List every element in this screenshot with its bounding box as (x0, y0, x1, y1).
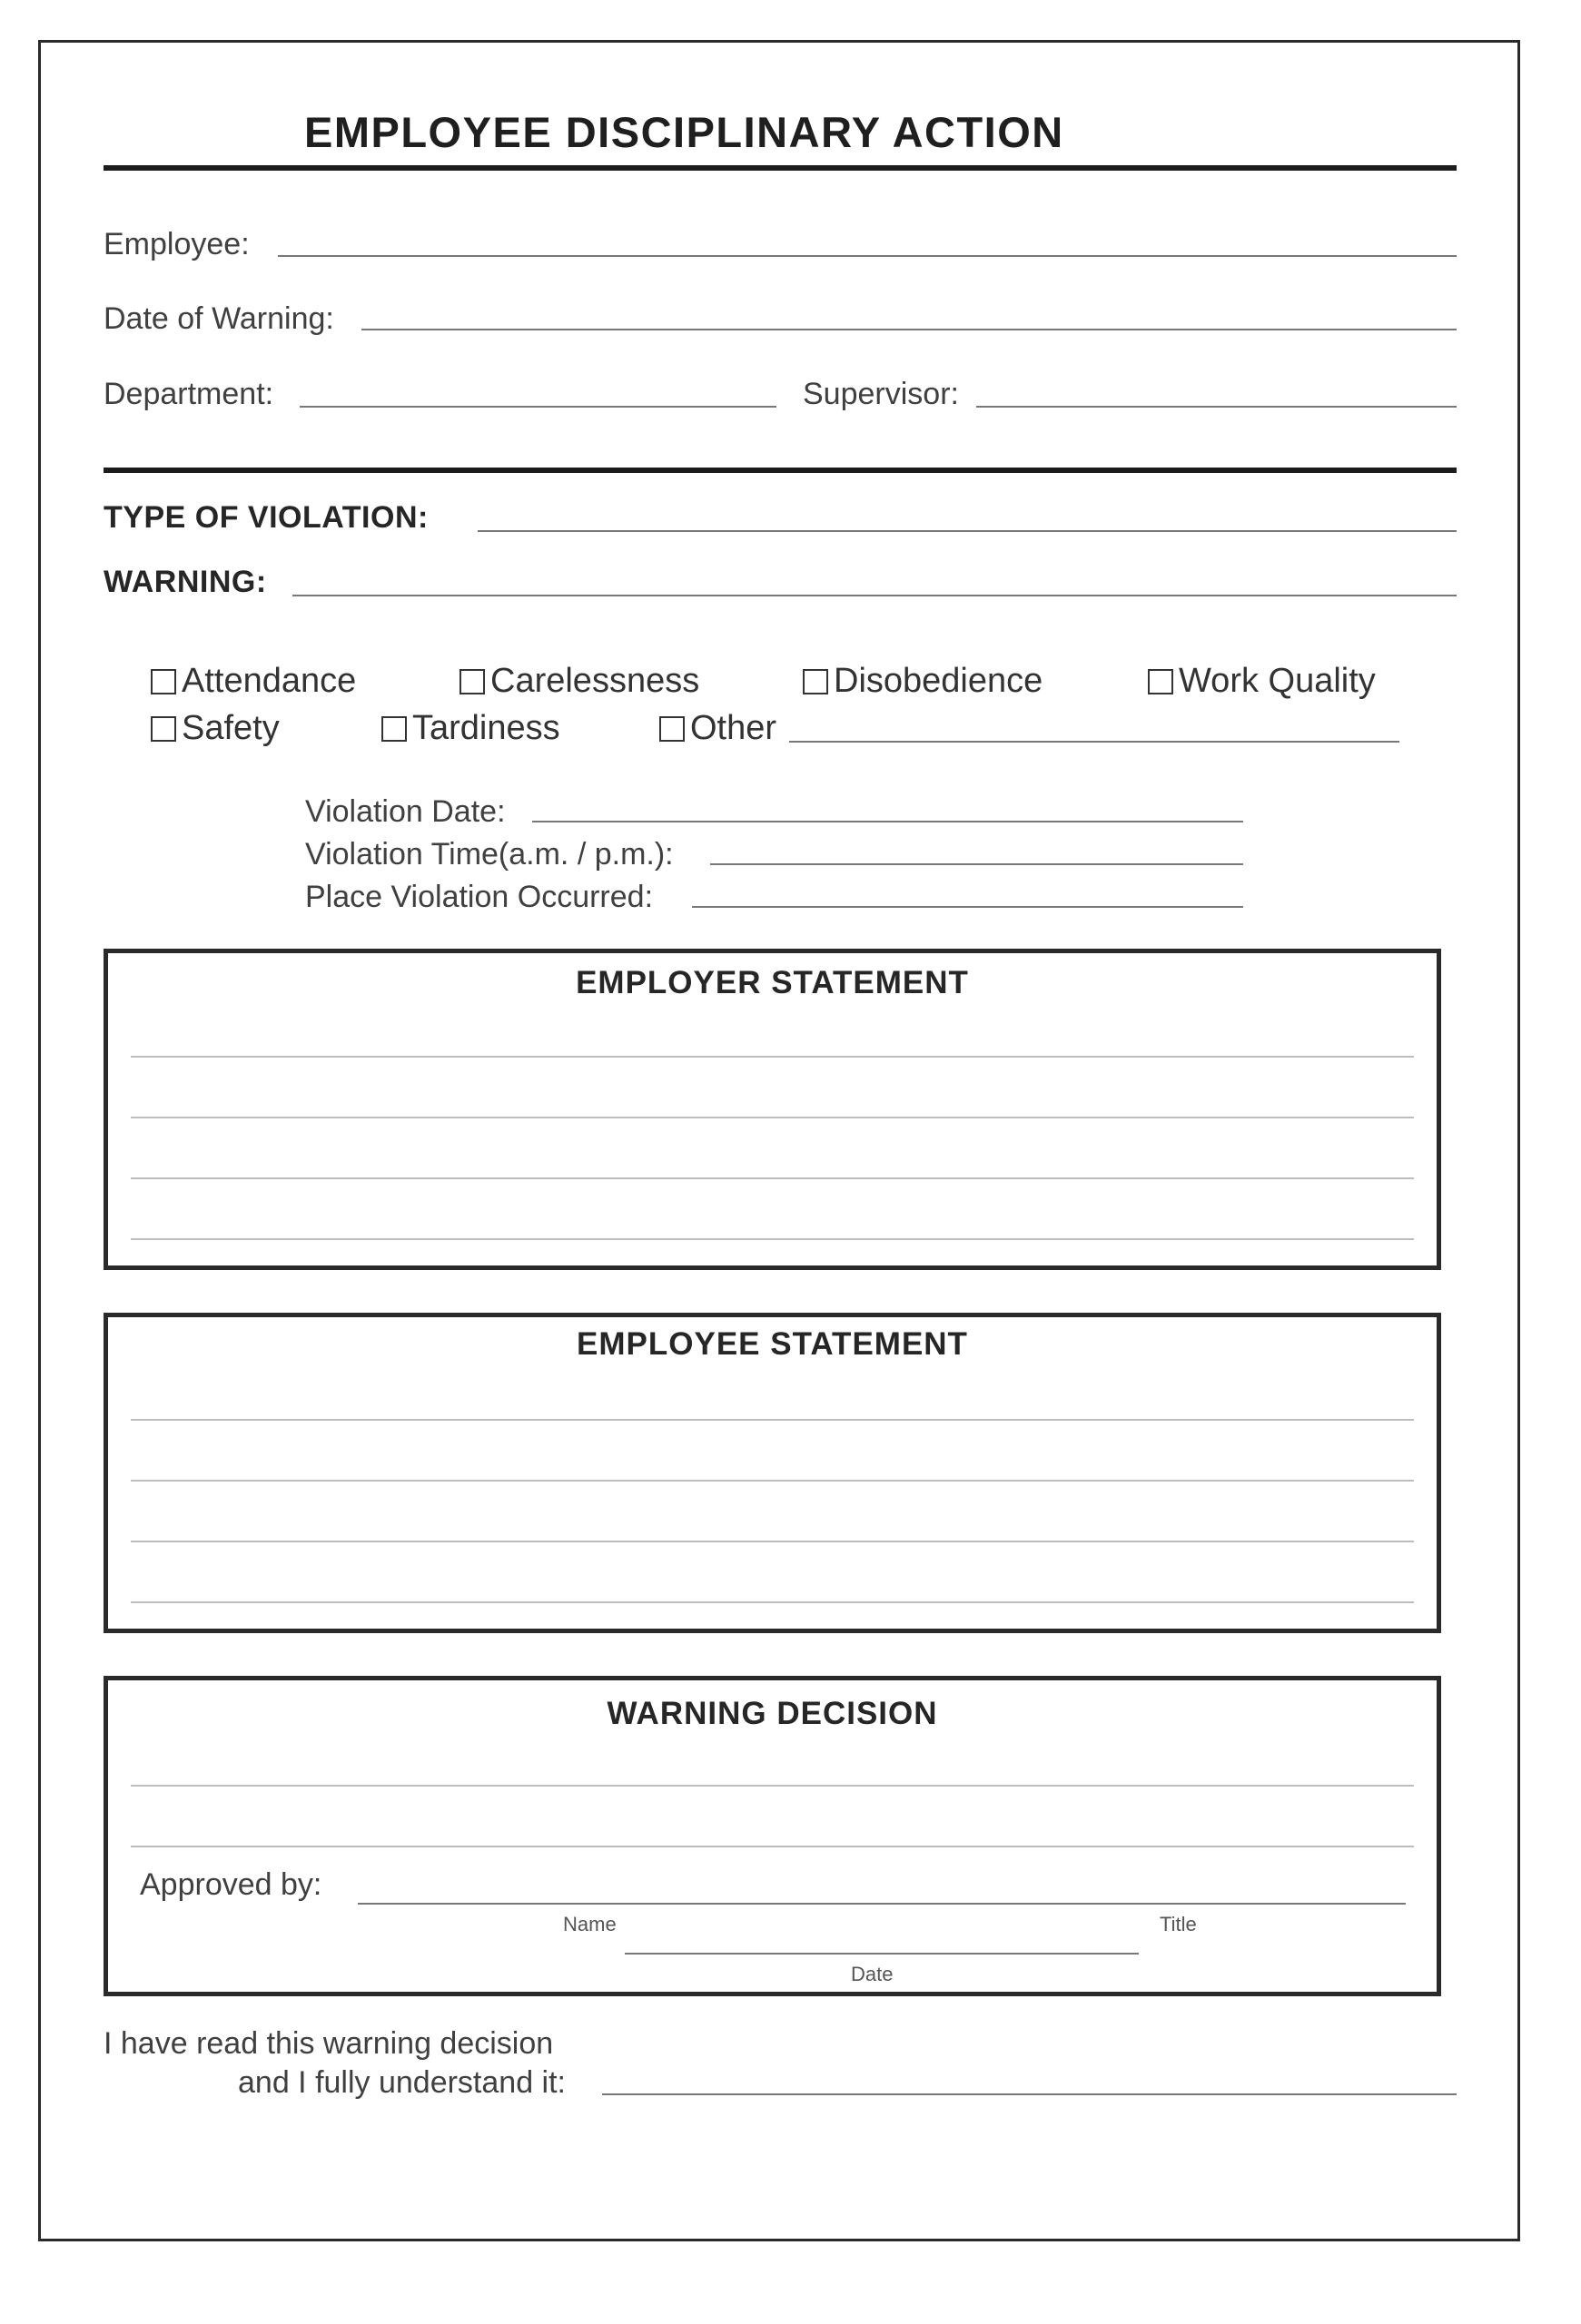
violation-time-field[interactable] (710, 863, 1243, 865)
checkbox-other[interactable] (659, 709, 776, 748)
checkbox-square-icon[interactable] (1148, 669, 1173, 694)
employer-statement-line[interactable] (131, 1238, 1414, 1240)
form-title: EMPLOYEE DISCIPLINARY ACTION (304, 108, 1064, 156)
approved-by-name-title-field[interactable] (358, 1903, 1406, 1905)
supervisor-label: Supervisor: (803, 377, 959, 411)
type-of-violation-field[interactable] (478, 530, 1457, 532)
department-field[interactable] (300, 406, 776, 408)
title-divider (104, 165, 1457, 171)
date-caption: Date (851, 1963, 894, 1985)
checkbox-work-quality[interactable] (1148, 662, 1376, 701)
place-violation-label: Place Violation Occurred: (305, 880, 654, 914)
other-field[interactable] (789, 741, 1399, 743)
date-of-warning-field[interactable] (361, 329, 1457, 330)
checkbox-label: Tardiness (412, 709, 560, 747)
checkbox-label: Attendance (182, 662, 357, 700)
employer-statement-title: EMPLOYER STATEMENT (576, 965, 969, 1000)
supervisor-field[interactable] (976, 406, 1457, 408)
employer-statement-line[interactable] (131, 1117, 1414, 1118)
checkbox-disobedience[interactable] (803, 662, 1042, 701)
employee-statement-line[interactable] (131, 1480, 1414, 1482)
warning-decision-line[interactable] (131, 1785, 1414, 1787)
checkbox-safety[interactable] (151, 709, 280, 748)
employee-statement-line[interactable] (131, 1601, 1414, 1603)
title-caption: Title (1160, 1913, 1197, 1935)
checkbox-square-icon[interactable] (659, 716, 685, 742)
checkbox-attendance[interactable] (151, 662, 356, 701)
type-of-violation-label: TYPE OF VIOLATION: (104, 500, 429, 535)
section-divider (104, 468, 1457, 473)
checkbox-label: Disobedience (834, 662, 1043, 700)
checkbox-label: Carelessness (490, 662, 700, 700)
employee-label: Employee: (104, 227, 250, 261)
checkbox-square-icon[interactable] (381, 716, 407, 742)
checkbox-carelessness[interactable] (459, 662, 699, 701)
warning-decision-line[interactable] (131, 1846, 1414, 1847)
date-of-warning-label: Date of Warning: (104, 301, 334, 336)
approved-by-label: Approved by: (140, 1867, 322, 1902)
employer-statement-line[interactable] (131, 1056, 1414, 1058)
acknowledgement-signature-field[interactable] (602, 2093, 1457, 2095)
department-label: Department: (104, 377, 274, 411)
checkbox-square-icon[interactable] (151, 669, 176, 694)
warning-label: WARNING: (104, 565, 267, 599)
checkbox-tardiness[interactable] (381, 709, 560, 748)
employee-statement-title: EMPLOYEE STATEMENT (577, 1326, 968, 1362)
place-violation-field[interactable] (692, 906, 1243, 908)
warning-field[interactable] (292, 595, 1457, 596)
checkbox-label: Other (690, 709, 777, 747)
acknowledgement-line-1: I have read this warning decision (104, 2026, 554, 2061)
employee-statement-line[interactable] (131, 1419, 1414, 1421)
checkbox-label: Safety (182, 709, 280, 747)
checkbox-square-icon[interactable] (459, 669, 485, 694)
employee-field[interactable] (278, 255, 1457, 257)
checkbox-square-icon[interactable] (151, 716, 176, 742)
approved-date-field[interactable] (625, 1953, 1139, 1955)
acknowledgement-line-2: and I fully understand it: (238, 2065, 567, 2100)
checkbox-label: Work Quality (1179, 662, 1376, 700)
warning-decision-title: WARNING DECISION (607, 1696, 938, 1731)
violation-date-label: Violation Date: (305, 794, 506, 829)
violation-date-field[interactable] (532, 821, 1243, 822)
employee-statement-line[interactable] (131, 1541, 1414, 1542)
violation-time-label: Violation Time(a.m. / p.m.): (305, 837, 674, 872)
employer-statement-line[interactable] (131, 1177, 1414, 1179)
checkbox-square-icon[interactable] (803, 669, 828, 694)
name-caption: Name (563, 1913, 617, 1935)
